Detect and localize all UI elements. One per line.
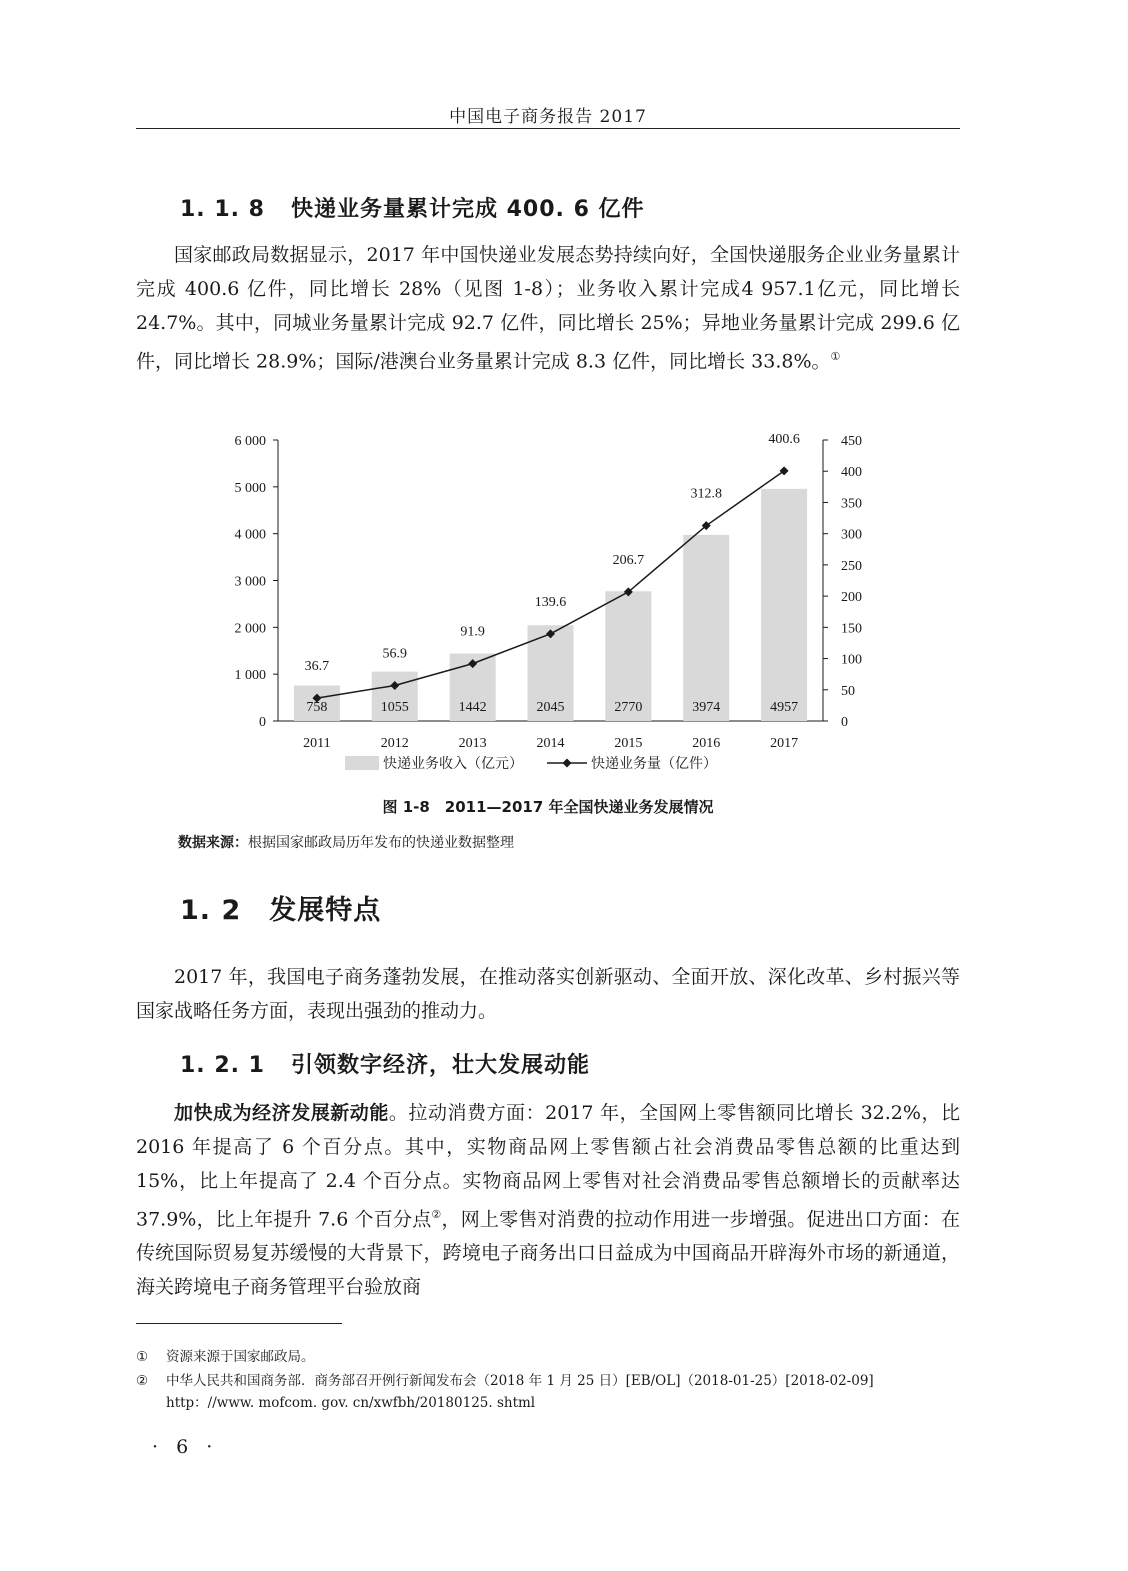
bar-value-label: 758 xyxy=(306,700,328,715)
left-tick-label: 2 000 xyxy=(234,621,266,637)
bar xyxy=(761,489,807,721)
left-tick-label: 5 000 xyxy=(234,480,266,496)
section-number: 1. 2 xyxy=(180,895,242,926)
paragraph-text-b: ，网上零售对消费的拉动作用进一步增强。促进出口方面：在传统国际贸易复苏缓慢的大背景下，跨境电子商务出口日益成为中国商品开辟海外市场的新通道，海关跨境电子商务管理平台验放商 xyxy=(136,1208,960,1299)
x-tick-label: 2017 xyxy=(770,736,799,751)
bar-value-label: 1442 xyxy=(458,700,487,715)
footnote-mark: ① xyxy=(136,1349,149,1365)
line-value-label: 36.7 xyxy=(304,659,330,675)
x-tick-label: 2016 xyxy=(692,736,721,751)
left-tick-label: 1 000 xyxy=(234,668,266,684)
header-rule xyxy=(136,128,960,129)
left-tick-label: 6 000 xyxy=(234,434,266,449)
legend-swatch-bar xyxy=(345,756,379,770)
right-tick-label: 350 xyxy=(841,496,862,512)
right-tick-label: 150 xyxy=(841,621,862,637)
footnote-text: 中华人民共和国商务部．商务部召开例行新闻发布会（2018 年 1 月 25 日）[EB/OL]（2018-01-25）[2018-02-09] xyxy=(166,1373,874,1389)
line-value-label: 312.8 xyxy=(690,486,722,502)
right-tick-label: 0 xyxy=(841,715,848,730)
footnote-mark: ② xyxy=(136,1373,149,1389)
bar-value-label: 2045 xyxy=(536,700,565,715)
paragraph-express-delivery xyxy=(136,238,960,378)
line-value-label: 56.9 xyxy=(382,646,408,662)
section-number: 1. 2. 1 xyxy=(180,1053,265,1078)
paragraph-text: 2017 年，我国电子商务蓬勃发展，在推动落实创新驱动、全面开放、深化改革、乡村振兴等国家战略任务方面，表现出强劲的推动力。 xyxy=(136,966,960,1022)
right-tick-label: 400 xyxy=(841,465,862,481)
right-tick-label: 300 xyxy=(841,527,862,543)
source-label: 数据来源： xyxy=(178,835,248,851)
footnote-1 xyxy=(136,1346,960,1368)
footnote-rule xyxy=(136,1323,342,1324)
x-tick-label: 2011 xyxy=(303,736,331,751)
legend-label-bar: 快递业务收入（亿元） xyxy=(383,756,523,772)
right-tick-label: 100 xyxy=(841,652,862,668)
section-number: 1. 1. 8 xyxy=(180,197,265,222)
section-title: 引领数字经济，壮大发展动能 xyxy=(290,1053,590,1078)
section-heading-1-2-1 xyxy=(180,1048,590,1079)
paragraph-text-a: 。拉动消费方面：2017 年，全国网上零售额同比增长 32.2%，比 2016 年提高了 6 个百分点。其中，实物商品网上零售额占社会消费品零售总额的比重达到 15%，比上年提高了 2.4 个百分点。实物商品网上零售对社会消费品零售总额增长的贡献率达 37.9%，比上年提升 7.6 个百分点 xyxy=(136,1102,960,1231)
bar xyxy=(683,535,729,721)
page-number: · 6 · xyxy=(152,1436,219,1458)
section-title: 发展特点 xyxy=(269,895,382,926)
running-head: 中国电子商务报告 2017 xyxy=(449,107,647,127)
legend-label-line: 快递业务量（亿件） xyxy=(591,756,717,772)
figure-caption: 图 1-8 2011—2017 年全国快递业务发展情况 xyxy=(382,798,714,816)
left-tick-label: 0 xyxy=(259,715,266,730)
footnote-2 xyxy=(136,1370,960,1414)
x-tick-label: 2015 xyxy=(614,736,643,751)
paragraph-development xyxy=(136,960,960,1028)
left-tick-label: 3 000 xyxy=(234,574,266,590)
chart-legend xyxy=(345,755,717,772)
footnote-ref-1[interactable]: ① xyxy=(830,350,841,363)
x-tick-label: 2013 xyxy=(458,736,487,751)
right-tick-label: 450 xyxy=(841,434,862,449)
paragraph-text: 国家邮政局数据显示，2017 年中国快递业发展态势持续向好，全国快递服务企业业务量累计完成 400.6 亿件，同比增长 28%（见图 1-8）；业务收入累计完成4 957.1亿元，同比增长 24.7%。其中，同城业务量累计完成 92.7 亿件，同比增长 25%；异地业务量累计完成 299.6 亿件，同比增长 28.9%；国际/港澳台业务量累计完成 8.3 亿件，同比增长 33.8%。 xyxy=(136,244,960,373)
bar-value-label: 1055 xyxy=(380,700,409,715)
bar-value-label: 2770 xyxy=(614,700,643,715)
line-value-label: 139.6 xyxy=(534,594,567,610)
section-heading-1-1-8 xyxy=(180,192,645,223)
footnote-ref-2[interactable]: ② xyxy=(431,1208,442,1221)
data-source xyxy=(178,832,514,852)
express-delivery-chart xyxy=(225,425,865,785)
bar-value-label: 4957 xyxy=(770,700,799,715)
x-tick-label: 2014 xyxy=(536,736,565,751)
x-tick-label: 2012 xyxy=(380,736,409,751)
footnote-url[interactable]: http：//www. mofcom. gov. cn/xwfbh/20180125. shtml xyxy=(166,1395,536,1411)
bar-value-label: 3974 xyxy=(692,700,721,715)
right-tick-label: 250 xyxy=(841,558,862,574)
section-title: 快递业务量累计完成 400. 6 亿件 xyxy=(290,197,645,222)
left-tick-label: 4 000 xyxy=(234,527,266,543)
line-point xyxy=(780,466,789,475)
lead-phrase: 加快成为经济发展新动能 xyxy=(174,1102,389,1124)
legend-swatch-marker xyxy=(563,759,572,768)
paragraph-digital-economy xyxy=(136,1096,960,1304)
right-tick-label: 50 xyxy=(841,683,855,699)
source-text: 根据国家邮政局历年发布的快递业数据整理 xyxy=(248,835,514,851)
footnote-text: 资源来源于国家邮政局。 xyxy=(166,1349,315,1365)
line-value-label: 400.6 xyxy=(768,431,800,447)
right-tick-label: 200 xyxy=(841,590,862,606)
line-value-label: 206.7 xyxy=(612,552,645,568)
line-value-label: 91.9 xyxy=(460,624,485,640)
section-heading-1-2 xyxy=(180,888,381,927)
